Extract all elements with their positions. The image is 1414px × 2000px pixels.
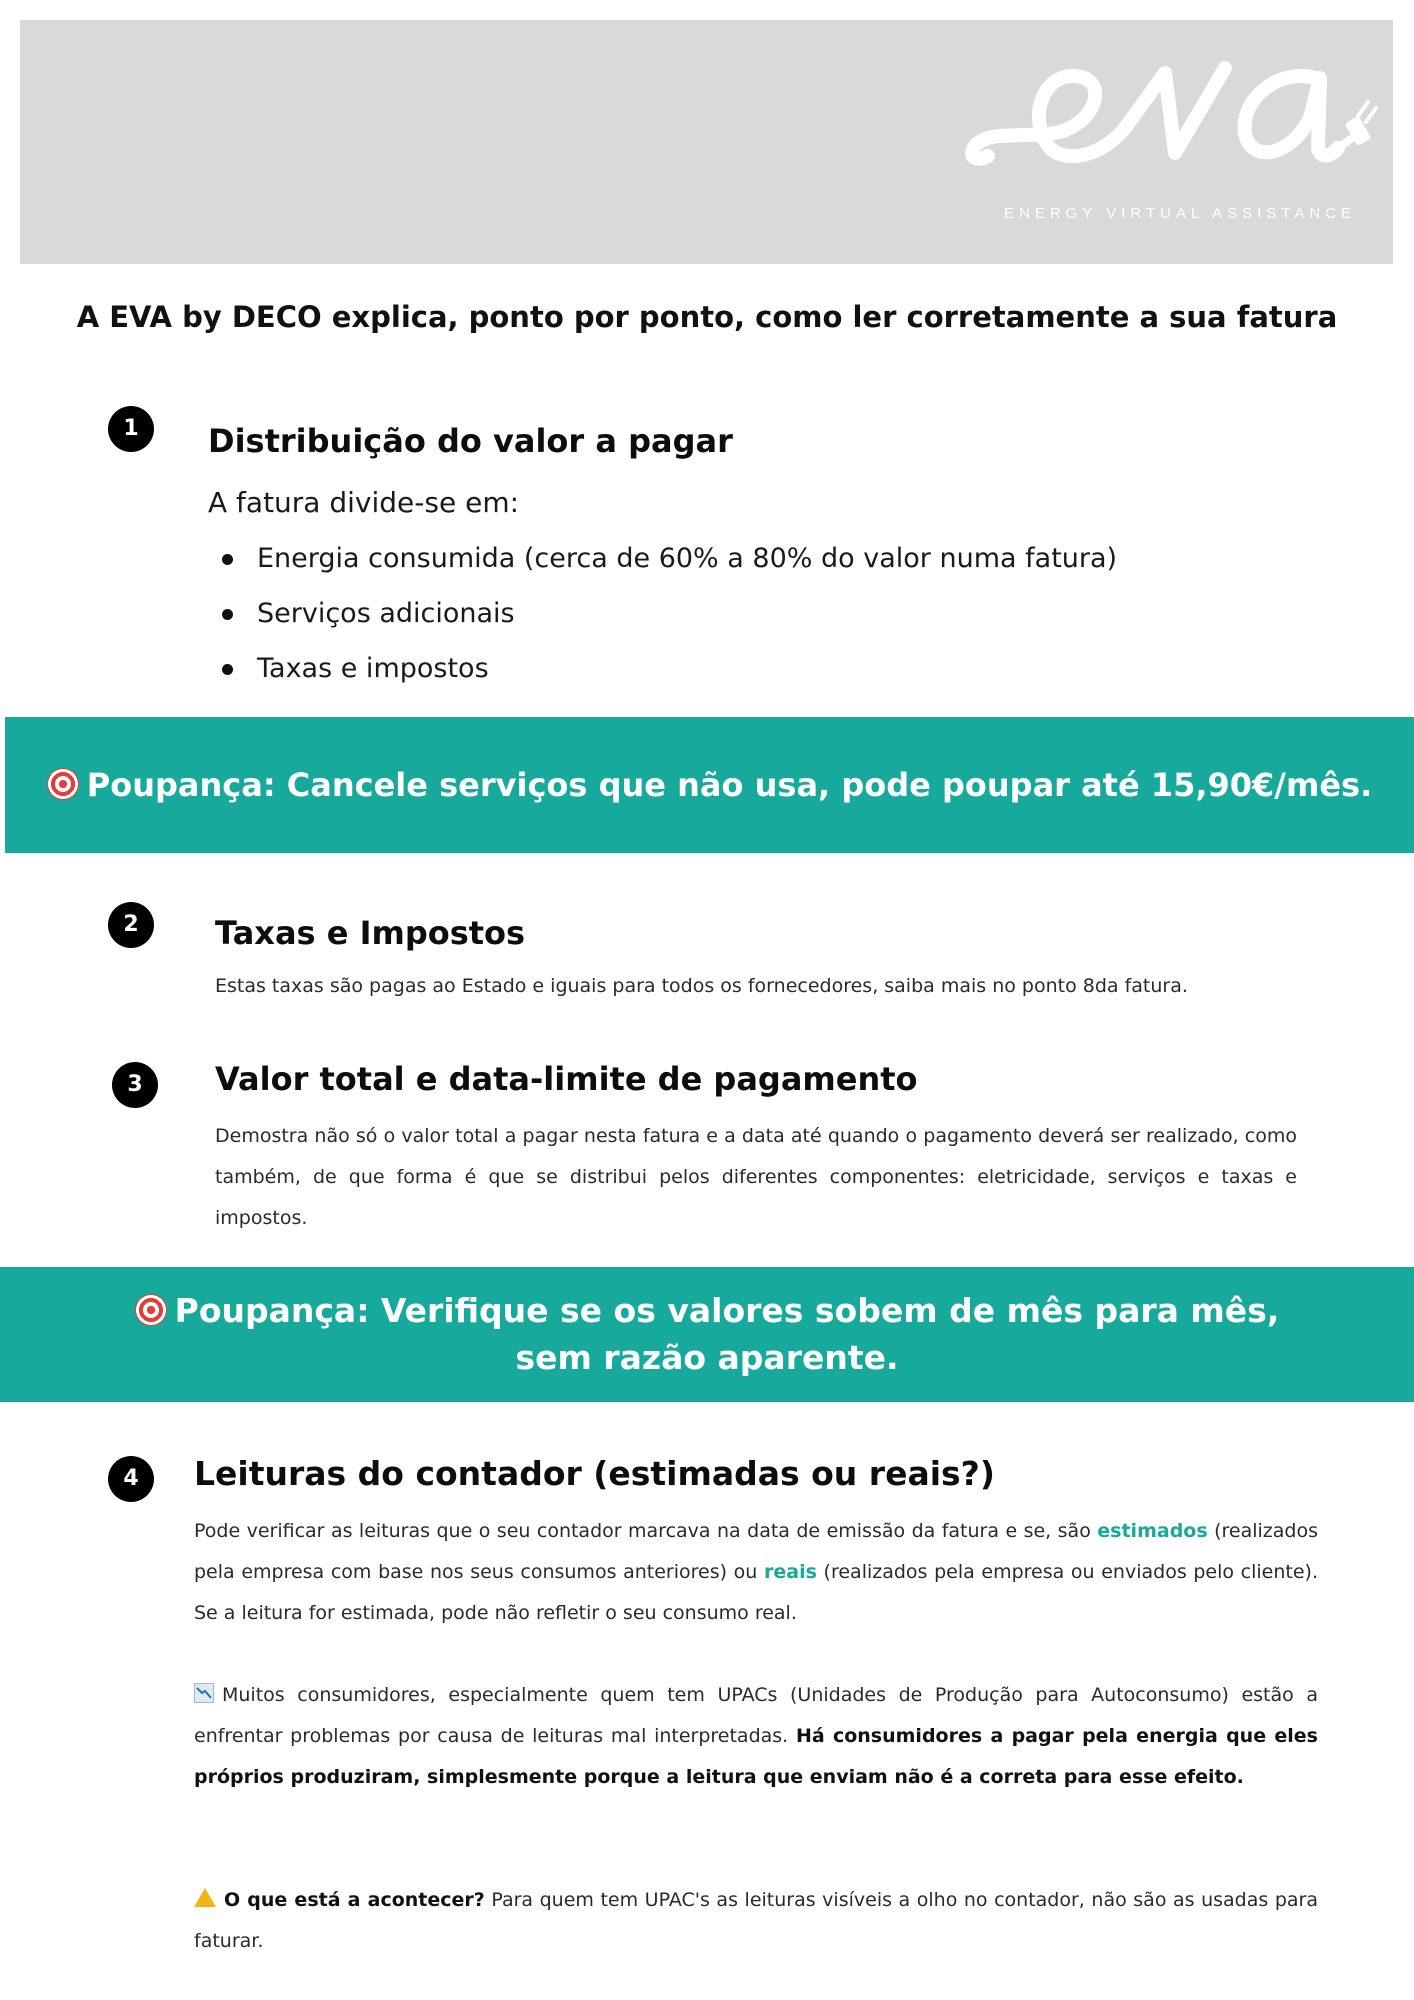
section-intro-1: A fatura divide-se em: <box>208 486 520 519</box>
bullet-list <box>220 536 1117 701</box>
section-paragraph-4b <box>194 1675 1318 1798</box>
text-span: (realizados pela empresa ou enviados pelo cliente). Se a leitura for estimada, pode não refletir o seu consumo real. <box>194 1561 1318 1624</box>
savings-text-2a: Poupança: Verifique se os valores sobem de mês para mês, <box>174 1291 1280 1330</box>
section-number-3: 3 <box>112 1062 158 1108</box>
target-icon <box>47 768 79 800</box>
savings-line-1 <box>0 1287 1414 1334</box>
section-title-3: Valor total e data-limite de pagamento <box>215 1060 918 1098</box>
savings-banner-2 <box>0 1267 1414 1402</box>
eva-logo <box>960 18 1380 188</box>
highlight-estimados: estimados <box>1097 1520 1208 1542</box>
text-span: Pode verificar as leituras que o seu contador marcava na data de emissão da fatura e se, são <box>194 1520 1098 1542</box>
logo-tagline: ENERGY VIRTUAL ASSISTANCE <box>1004 205 1357 222</box>
chart-decreasing-icon <box>194 1683 214 1703</box>
section-number-2: 2 <box>108 902 154 948</box>
section-title-2: Taxas e Impostos <box>215 914 526 952</box>
list-item: Serviços adicionais <box>220 591 1117 646</box>
section-number-4: 4 <box>108 1456 154 1502</box>
section-text-2: Estas taxas são pagas ao Estado e iguais para todos os fornecedores, saiba mais no ponto 8da fatura. <box>215 975 1188 997</box>
text-span: (realizados pela empresa com base nos seus consumos anteriores) ou <box>194 1520 1319 1583</box>
section-paragraph-4c <box>194 1880 1318 1962</box>
section-title-1: Distribuição do valor a pagar <box>208 422 733 460</box>
section-title-4: Leituras do contador (estimadas ou reais?) <box>194 1454 995 1493</box>
section-number-1: 1 <box>108 406 154 452</box>
highlight-reais: reais <box>764 1561 817 1583</box>
savings-banner-1 <box>5 717 1414 853</box>
page-title: A EVA by DECO explica, ponto por ponto, como ler corretamente a sua fatura <box>76 300 1338 334</box>
list-item: Taxas e impostos <box>220 646 1117 701</box>
section-paragraph-4a <box>194 1511 1318 1634</box>
savings-line-2: sem razão aparente. <box>515 1338 899 1377</box>
bold-text: O que está a acontecer? <box>224 1889 485 1911</box>
savings-text-1: Poupança: Cancele serviços que não usa, pode poupar até 15,90€/mês. <box>86 766 1373 804</box>
target-icon <box>135 1294 167 1326</box>
text-span: Muitos consumidores, especialmente quem tem UPACs (Unidades de Produção para Autoconsumo) estão a enfrentar problemas por causa de leituras mal interpretadas. <box>194 1684 1318 1747</box>
section-text-3: Demostra não só o valor total a pagar nesta fatura e a data até quando o pagamento deverá ser realizado, como também, de que forma é que se distribui pelos diferentes componentes: eletricidade, serviços e taxas e impostos. <box>215 1125 1297 1229</box>
list-item: Energia consumida (cerca de 60% a 80% do valor numa fatura) <box>220 536 1117 591</box>
warning-icon <box>194 1888 216 1907</box>
bold-text: Há consumidores a pagar pela energia que eles próprios produziram, simplesmente porque a leitura que enviam não é a correta para esse efeito. <box>194 1725 1318 1788</box>
text-span: Para quem tem UPAC's as leituras visíveis a olho no contador, não são as usadas para faturar. <box>194 1889 1318 1952</box>
